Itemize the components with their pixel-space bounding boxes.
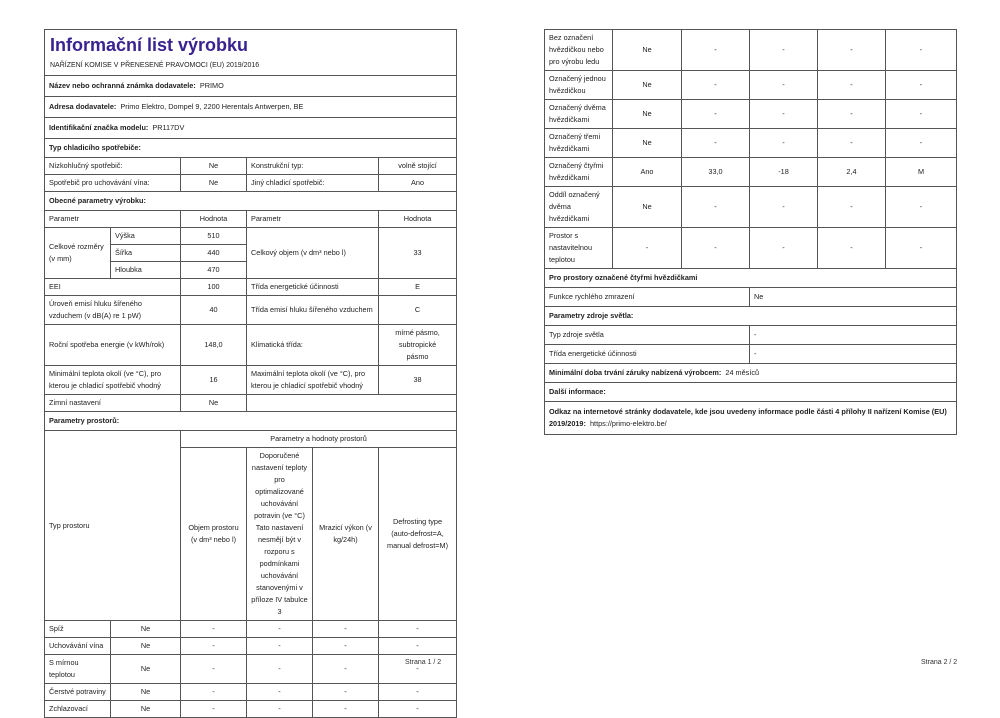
table-row: Prostor s nastavitelnou teplotou - - - - - (545, 228, 957, 269)
climate-class-value: mírné pásmo, subtropické pásmo (379, 325, 457, 366)
model-row: Identifikační značka modelu: PR117DV (45, 118, 457, 139)
design-type-label: Konstrukční typ: (247, 158, 379, 175)
fast-freeze-value: Ne (750, 288, 957, 307)
regulation-reference: NAŘÍZENÍ KOMISE V PŘENESENÉ PRAVOMOCI (EU) 2019/2016 (50, 62, 260, 69)
further-info-heading: Další informace: (545, 383, 957, 402)
model-identifier: PR117DV (152, 123, 185, 132)
min-ambient-temp-label: Minimální teplota okolí (ve °C), pro kterou je chladicí spotřebič vhodný (45, 366, 181, 395)
light-class-value: - (750, 345, 957, 364)
page-number-1: Strana 1 / 2 (405, 659, 442, 666)
light-type-label: Typ zdroje světla (545, 326, 750, 345)
total-volume-value: 33 (379, 228, 457, 279)
height-value: 510 (181, 228, 247, 245)
compartment-params-heading: Parametry prostorů: (45, 412, 457, 431)
light-source-heading: Parametry zdroje světla: (545, 307, 957, 326)
depth-label: Hloubka (111, 262, 181, 279)
compartment-volume-header: Objem prostoru (v dm³ nebo l) (181, 448, 247, 621)
info-sheet-table-2 (544, 29, 957, 435)
table-row: Uchovávání vína Ne - - - - (45, 638, 457, 655)
param-header: Parametr (247, 211, 379, 228)
design-type-value: volně stojící (379, 158, 457, 175)
table-row: Oddíl označený dvěma hvězdičkami Ne - - - - (545, 187, 957, 228)
energy-class-value: E (379, 279, 457, 296)
noise-class-label: Třída emisí hluku šířeného vzduchem (247, 296, 379, 325)
supplier-name-row: Název nebo ochranná známka dodavatele: PRIMO (45, 76, 457, 97)
max-ambient-temp-value: 38 (379, 366, 457, 395)
width-value: 440 (181, 245, 247, 262)
wine-storage-label: Spotřebič pro uchovávání vína: (45, 175, 181, 192)
low-noise-value: Ne (181, 158, 247, 175)
appliance-type-heading: Typ chladicího spotřebiče: (45, 139, 457, 158)
table-row: Označený jednou hvězdičkou Ne - - - - (545, 71, 957, 100)
warranty-row: Minimální doba trvání záruky nabízená výrobcem: 24 měsíců (545, 364, 957, 383)
supplier-website-row: Odkaz na internetové stránky dodavatele, kde jsou uvedeny informace podle části 4 přílohy II nařízení Komise (EU) 2019/2019: https://primo-elektro.be/ (545, 402, 957, 435)
supplier-address: Primo Elektro, Dompel 9, 2200 Herentals Antwerpen, BE (120, 102, 304, 111)
page-2 (544, 29, 956, 435)
noise-class-value: C (379, 296, 457, 325)
page-1 (44, 29, 456, 718)
other-appliance-value: Ano (379, 175, 457, 192)
light-type-value: - (750, 326, 957, 345)
height-label: Výška (111, 228, 181, 245)
recommended-temp-header: Doporučené nastavení teploty pro optimalizované uchovávání potravin (ve °C) Tato nastavení nesmějí být v rozporu s podmínkami uchovávání stanovenými v příloze IV tabulce 3 (247, 448, 313, 621)
compartment-params-header: Parametry a hodnoty prostorů (181, 431, 457, 448)
value-header: Hodnota (181, 211, 247, 228)
freezing-capacity-header: Mrazicí výkon (v kg/24h) (313, 448, 379, 621)
annual-energy-label: Roční spotřeba energie (v kWh/rok) (45, 325, 181, 366)
warranty-value: 24 měsíců (725, 368, 760, 377)
max-ambient-temp-label: Maximální teplota okolí (ve °C), pro kterou je chladicí spotřebič vhodný (247, 366, 379, 395)
total-volume-label: Celkový objem (v dm³ nebo l) (247, 228, 379, 279)
dimensions-label: Celkové rozměry (v mm) (45, 228, 111, 279)
noise-value: 40 (181, 296, 247, 325)
fast-freeze-label: Funkce rychlého zmrazení (545, 288, 750, 307)
page-title: Informační list výrobku (50, 35, 249, 55)
supplier-name: PRIMO (199, 81, 224, 90)
wine-storage-value: Ne (181, 175, 247, 192)
eei-label: EEI (45, 279, 181, 296)
winter-setting-value: Ne (181, 395, 247, 412)
light-class-label: Třída energetické účinnosti (545, 345, 750, 364)
annual-energy-value: 148,0 (181, 325, 247, 366)
general-params-heading: Obecné parametry výrobku: (45, 192, 457, 211)
table-row: Spíž Ne - - - - (45, 621, 457, 638)
climate-class-label: Klimatická třída: (247, 325, 379, 366)
energy-class-label: Třída energetické účinnosti (247, 279, 379, 296)
low-noise-label: Nízkohlučný spotřebič: (45, 158, 181, 175)
four-star-heading: Pro prostory označené čtyřmi hvězdičkami (545, 269, 957, 288)
eei-value: 100 (181, 279, 247, 296)
table-row: Čerstvé potraviny Ne - - - - (45, 684, 457, 701)
min-ambient-temp-value: 16 (181, 366, 247, 395)
param-header: Parametr (45, 211, 181, 228)
value-header: Hodnota (379, 211, 457, 228)
other-appliance-label: Jiný chladicí spotřebič: (247, 175, 379, 192)
winter-setting-label: Zimní nastavení (45, 395, 181, 412)
info-sheet-table-1 (44, 29, 457, 718)
supplier-website-link[interactable]: https://primo-elektro.be/ (590, 419, 667, 428)
table-row: Zchlazovací Ne - - - - (45, 701, 457, 718)
noise-label: Úroveň emisí hluku šířeného vzduchem (v dB(A) re 1 pW) (45, 296, 181, 325)
table-row: S mírnou teplotou Ne - - - - (45, 655, 457, 684)
table-row: Označený třemi hvězdičkami Ne - - - - (545, 129, 957, 158)
defrost-type-header: Defrosting type (auto-defrost=A, manual defrost=M) (379, 448, 457, 621)
table-row: Bez označení hvězdičkou nebo pro výrobu ledu Ne - - - - (545, 30, 957, 71)
depth-value: 470 (181, 262, 247, 279)
table-row: Označený čtyřmi hvězdičkami Ano 33,0 -18 2,4 M (545, 158, 957, 187)
page-number-2: Strana 2 / 2 (921, 659, 958, 666)
supplier-address-row: Adresa dodavatele: Primo Elektro, Dompel 9, 2200 Herentals Antwerpen, BE (45, 97, 457, 118)
compartment-type-header: Typ prostoru (45, 431, 181, 621)
table-row: Označený dvěma hvězdičkami Ne - - - - (545, 100, 957, 129)
width-label: Šířka (111, 245, 181, 262)
